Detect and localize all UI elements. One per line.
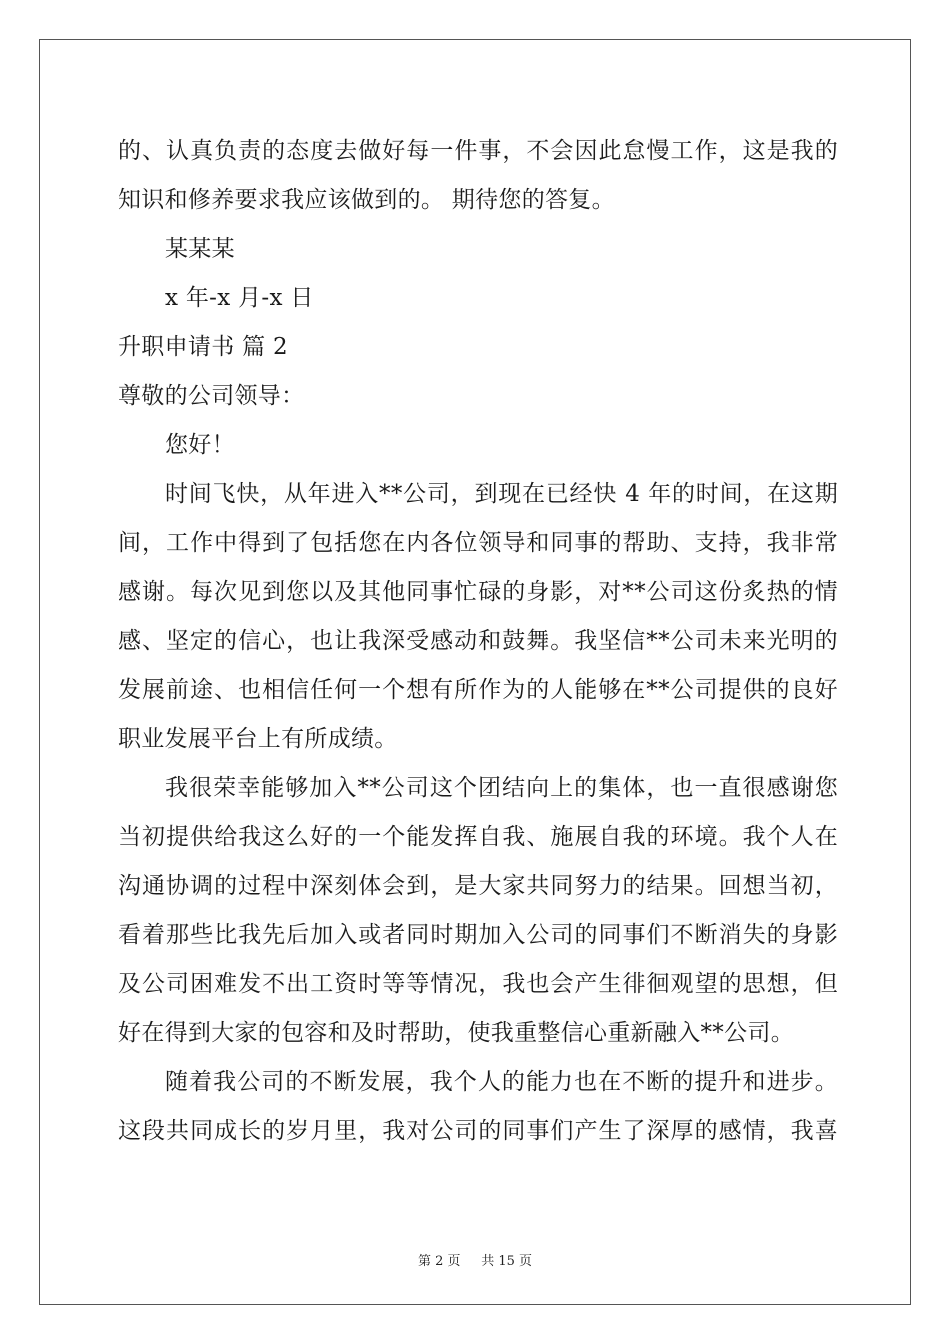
page-total: 共 15 页	[481, 1254, 533, 1269]
text-line: 感谢。每次见到您以及其他同事忙碌的身影，对**公司这份炙热的情	[118, 579, 838, 605]
text-line: 知识和修养要求我应该做到的。 期待您的答复。	[118, 187, 615, 213]
text-line: 发展前途、也相信任何一个想有所作为的人能够在**公司提供的良好	[118, 677, 838, 703]
signature-date: x 年-x 月-x 日	[165, 285, 314, 311]
text-line: 当初提供给我这么好的一个能发挥自我、施展自我的环境。我个人在	[118, 824, 838, 850]
text-line: 这段共同成长的岁月里，我对公司的同事们产生了深厚的感情，我喜	[118, 1118, 838, 1144]
greeting: 您好！	[165, 432, 235, 458]
text-line: 间，工作中得到了包括您在内各位领导和同事的帮助、支持，我非常	[118, 530, 838, 556]
page-footer	[0, 1250, 950, 1269]
text-line: 时间飞快，从年进入**公司，到现在已经快 4 年的时间，在这期	[165, 481, 838, 507]
text-line: 随着我公司的不断发展，我个人的能力也在不断的提升和进步。	[165, 1069, 838, 1095]
text-line: 职业发展平台上有所成绩。	[118, 726, 398, 752]
text-line: 看着那些比我先后加入或者同时期加入公司的同事们不断消失的身影	[118, 922, 838, 948]
text-line: 好在得到大家的包容和及时帮助，使我重整信心重新融入**公司。	[118, 1020, 794, 1046]
text-line: 感、坚定的信心，也让我深受感动和鼓舞。我坚信**公司未来光明的	[118, 628, 838, 654]
salutation: 尊敬的公司领导：	[118, 383, 305, 409]
text-line: 的、认真负责的态度去做好每一件事，不会因此怠慢工作，这是我的	[118, 138, 838, 164]
section-title: 升职申请书 篇 2	[118, 334, 288, 360]
text-line: 沟通协调的过程中深刻体会到，是大家共同努力的结果。回想当初，	[118, 873, 838, 899]
text-line: 我很荣幸能够加入**公司这个团结向上的集体，也一直很感谢您	[165, 775, 838, 801]
signature-name: 某某某	[165, 236, 235, 262]
page-number: 第 2 页	[417, 1254, 461, 1269]
document-body	[118, 127, 838, 1156]
text-line: 及公司困难发不出工资时等等情况，我也会产生徘徊观望的思想，但	[118, 971, 838, 997]
